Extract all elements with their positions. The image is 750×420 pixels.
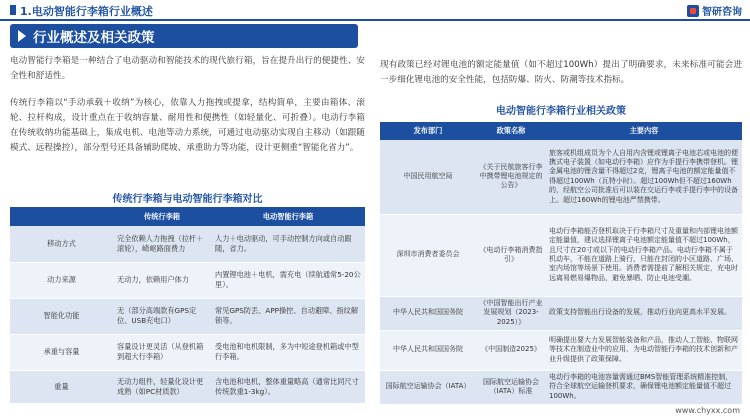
table-header-cell: 电动智能行李箱 (211, 207, 365, 226)
table-row (10, 226, 365, 262)
table-row (380, 214, 742, 296)
table-header-row (380, 122, 742, 140)
table-cell: 《关于民航旅客行李中携带锂电池规定的公告》 (476, 140, 546, 214)
table-cell: 国际航空运输协会（IATA） (380, 370, 476, 404)
table-header-cell: 发布部门 (380, 122, 476, 140)
table-cell: 完全依赖人力拖拽（拉杆＋滚轮），崎岖路面费力 (113, 226, 211, 262)
table-cell: 动力来源 (10, 262, 113, 298)
table-cell: 常见GPS防丢、APP操控、自动避障、指纹解锁等。 (211, 298, 365, 334)
table-row (380, 296, 742, 330)
table-row (10, 370, 365, 403)
brand-name: 智研咨询 (702, 7, 742, 18)
section-title: 行业概述及相关政策 (33, 30, 155, 46)
table-cell: 国际航空运输协会（IATA）标准 (476, 370, 546, 404)
table-cell: 移动方式 (10, 226, 113, 262)
page-title: 1.电动智能行李箱行业概述 (20, 5, 153, 18)
chevron-right-icon (18, 30, 26, 42)
table-cell: 深圳市消费者委员会 (380, 214, 476, 296)
table-header-cell: 政策名称 (476, 122, 546, 140)
policy-paragraph: 现有政策已经对锂电池的额定能量值（如不超过100Wh）提出了明确要求，未来标准可能会进一步细化锂电池的安全性能，包括防爆、防火、防潮等技术指标。 (380, 60, 742, 85)
table-cell: 重量 (10, 370, 113, 403)
table-row (380, 370, 742, 404)
header-divider (0, 19, 750, 21)
table-cell: 旅客或机组成员为个人自用内含锂或锂离子电池芯或电池的便携式电子装置（如电动行李箱）应作为手提行李携带登机。锂金属电池的锂含量不得超过2克，锂离子电池的额定能量值不得超过100Wh（瓦特小时）。超过100Wh但不超过160Wh的，经航空公司批准后可以装在交运行李或手提行李中的设备上。超过160Wh的锂电池严禁携带。 (546, 140, 742, 214)
table-cell: 无动力组件，轻量化设计更成熟（如PC材质款） (113, 370, 211, 403)
table-header-cell: 传统行李箱 (113, 207, 211, 226)
brand-logo (687, 3, 742, 18)
table-cell: 无动力，依赖用户体力 (113, 262, 211, 298)
table-row (10, 298, 365, 334)
table-cell: 承重与容量 (10, 334, 113, 370)
footer-url: www.chyxx.com (675, 406, 740, 415)
table-cell: 人力＋电动驱动，可手动控制方向或自动跟随，省力。 (211, 226, 365, 262)
table-header-cell (10, 207, 113, 226)
top-bar (0, 0, 750, 20)
table-cell: 电动行李箱的电池容量需通过BMS智能管理系统精准控制，符合全球航空运输登机要求，确保锂电池额定能量值不超过100Wh。 (546, 370, 742, 404)
table-cell: 政策支持智能出行设备的发展，推动行业向更高水平发展。 (546, 296, 742, 330)
table-cell: 含电池和电机，整体重量略高（通常比同尺寸传统款重1-3kg）。 (211, 370, 365, 403)
table-cell: 智能化功能 (10, 298, 113, 334)
table-cell: 容量设计更灵活（从登机箱到超大行李箱） (113, 334, 211, 370)
table-cell: 中国民用航空局 (380, 140, 476, 214)
table-row (10, 262, 365, 298)
table-cell: 电动行李箱能否登机取决于行李箱尺寸及重量和内部锂电池额定能量值，建议选择锂离子电池额定能量值不超过100Wh，且尺寸在20寸或以下的电动行李箱产品。电动行李箱不属于机动车，不能在道路上骑行，只能在封闭的小区道路、广场、室内场馆等场景下使用。消费者需提前了解相关规定，充电时远离易燃易爆物品，避免暴晒、防止电池受潮。 (546, 214, 742, 296)
table-row (380, 330, 742, 370)
table-cell: 《电动行李箱消费指引》 (476, 214, 546, 296)
policy-table-title: 电动智能行李箱行业相关政策 (496, 106, 626, 117)
table-cell: 受电池和电机限制，多为中短途登机箱或中型行李箱。 (211, 334, 365, 370)
table-cell: 中华人民共和国国务院 (380, 296, 476, 330)
comparison-paragraph: 传统行李箱以“手动承载＋收纳”为核心，依靠人力拖拽或提拿，结构简单，主要由箱体、滚轮、拉杆构成，设计重点在于收纳容量、耐用性和便携性（如轻量化、可折叠）。电动行李箱在传统收纳功能基础上，集成电机、电池等动力系统，可通过电动驱动实现自主移动（如跟随模式、远程操控），部分型号还具备辅助爬坡、承重助力等功能，设计更侧重“智能化省力”。 (10, 98, 365, 153)
table-header-cell: 主要内容 (546, 122, 742, 140)
table-row (10, 334, 365, 370)
table-header-row (10, 207, 365, 226)
table-cell: 明确提出要大力发展智能装备和产品，推动人工智能、物联网等技术在制造业中的应用，为电动智能行李箱的技术创新和产业升级提供了政策保障。 (546, 330, 742, 370)
policy-table (380, 122, 742, 405)
header-accent-bar (10, 5, 16, 15)
compare-table-title: 传统行李箱与电动智能行李箱对比 (112, 194, 263, 205)
intro-paragraph: 电动智能行李箱是一种结合了电动驱动和智能技术的现代旅行箱，旨在提升出行的便捷性、安全性和舒适性。 (10, 56, 365, 81)
compare-table (10, 207, 365, 404)
brand-logo-icon (687, 5, 699, 17)
table-cell: 中华人民共和国国务院 (380, 330, 476, 370)
section-header (10, 24, 358, 48)
table-cell: 《中国制造2025》 (476, 330, 546, 370)
table-cell: 内置锂电池＋电机，需充电（续航通常5-20公里）。 (211, 262, 365, 298)
table-cell: 《中国智能出行产业发展规划（2023-2025）》 (476, 296, 546, 330)
table-row (380, 140, 742, 214)
table-cell: 无（部分高端款有GPS定位、USB充电口） (113, 298, 211, 334)
